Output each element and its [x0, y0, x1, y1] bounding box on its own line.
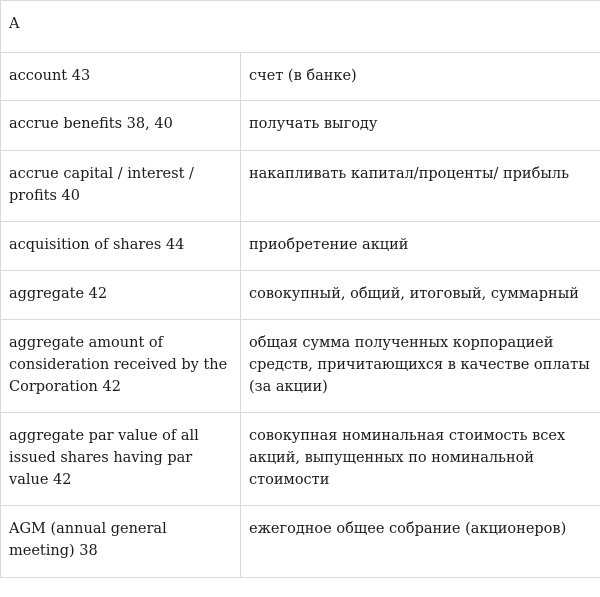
term-cell: accrue benefits 38, 40 [1, 101, 241, 151]
term-cell: aggregate 42 [1, 271, 241, 320]
section-letter-row [1, 1, 600, 53]
term-cell: aggregate amount of consideration received by the Corporation 42 [1, 320, 241, 413]
table-row [1, 222, 600, 271]
translation-cell: общая сумма полученных корпорацией средств, причитающихся в качестве оплаты (за акции) [241, 320, 600, 413]
translation-cell: совокупный, общий, итоговый, суммарный [241, 271, 600, 320]
term-cell: AGM (annual general meeting) 38 [1, 506, 241, 578]
table-row [1, 53, 600, 101]
term-cell: acquisition of shares 44 [1, 222, 241, 271]
table-row [1, 413, 600, 506]
translation-cell: счет (в банке) [241, 53, 600, 101]
table-row [1, 506, 600, 578]
translation-cell: накапливать капитал/проценты/ прибыль [241, 151, 600, 222]
translation-cell: приобретение акций [241, 222, 600, 271]
translation-cell: получать выгоду [241, 101, 600, 151]
term-cell: aggregate par value of all issued shares having par value 42 [1, 413, 241, 506]
translation-cell: совокупная номинальная стоимость всех акций, выпущенных по номинальной стоимости [241, 413, 600, 506]
table-row [1, 151, 600, 222]
term-cell: account 43 [1, 53, 241, 101]
translation-cell: ежегодное общее собрание (акционеров) [241, 506, 600, 578]
table-row [1, 271, 600, 320]
table-row [1, 320, 600, 413]
term-cell: accrue capital / interest / profits 40 [1, 151, 241, 222]
table-row [1, 101, 600, 151]
section-letter: A [1, 1, 600, 53]
